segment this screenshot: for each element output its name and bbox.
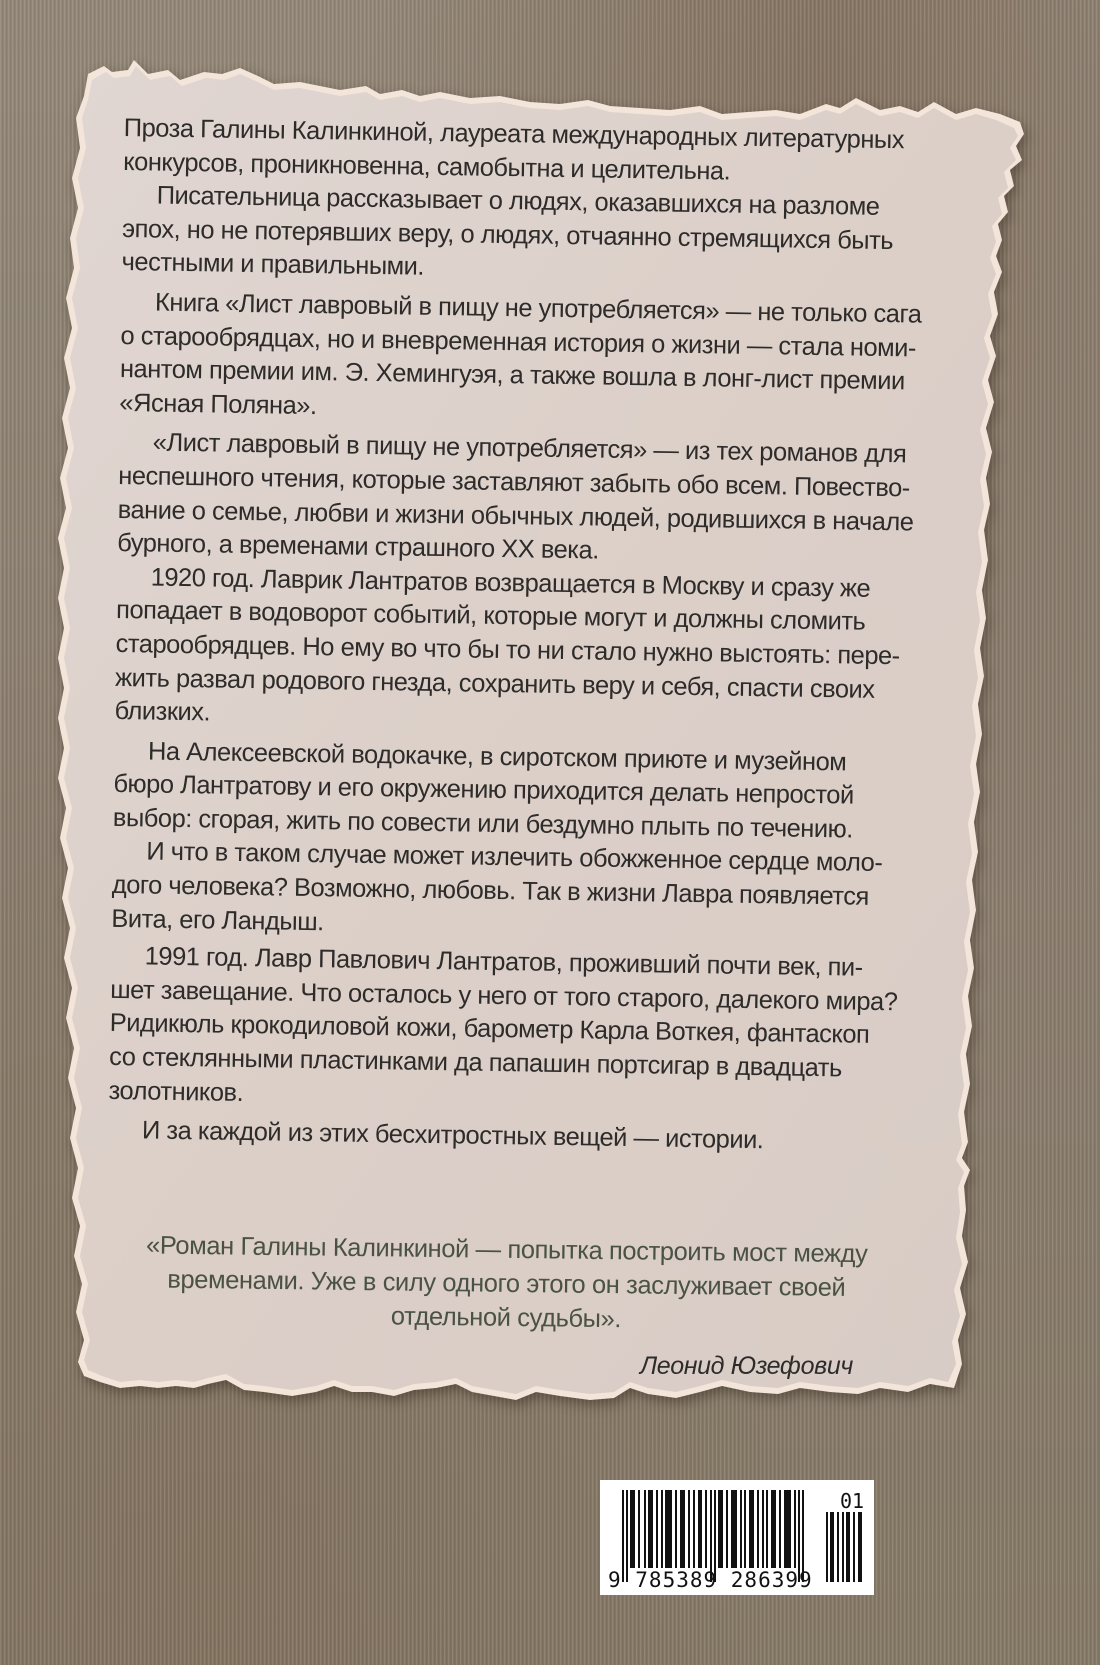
description-paragraph: «Лист лавровый в пищу не употребляется» — из тех романов для неспешного чтения, которые заставляют забыть обо всем. Повество- вание о семье, любви и жизни обычных людей, родившихся в начале бурного, а временами страшного XX века. xyxy=(117,428,914,565)
description-paragraph: И за каждой из этих бесхитростных вещей — истории. xyxy=(141,1116,764,1155)
isbn-barcode xyxy=(600,1480,874,1595)
description-paragraph: 1920 год. Лаврик Лантратов возвращается в Москву и сразу же попадает в водоворот событий, которые могут и должны сломить старообрядцев. Но ему во что бы то ни стало нужно выстоять: пере- жить развал родового гнезда, сохранить веру и себя, спасти своих близких. xyxy=(114,563,900,727)
description-paragraph: Книга «Лист лавровый в пищу не употребляется» — не только сага о старообрядцах, но и вневременная история о жизни — стала номи- нантом премии им. Э. Хемингуэя, а также вошла в лонг-лист премии «Ясная Поляна». xyxy=(119,288,922,420)
book-description xyxy=(108,112,964,1161)
description-paragraph: На Алексеевской водокачке, в сиротском приюте и музейном бюро Лантратову и его окружению приходится делать непростой выбор: сгорая, жить по совести или бездумно плыть по течению. xyxy=(112,737,854,844)
description-paragraph: И что в таком случае может излечить обожженное сердце моло- дого человека? Возможно, любовь. Так в жизни Лавра появляется Вита, его Ландыш. xyxy=(111,837,883,936)
description-paragraph: 1991 год. Лавр Павлович Лантратов, проживший почти век, пи- шет завещание. Что осталось у него от того старого, далекого мира? Ридикюль крокодиловой кожи, барометр Карла Воткея, фантаскоп со стеклянными пластинками да папашин портсигар в двадцать золотников. xyxy=(108,942,898,1107)
review-quote: «Роман Галины Калинкиной — попытка построить мост между временами. Уже в силу одного этого он заслуживает своей отдельной судьбы». xyxy=(145,1231,868,1334)
barcode-addon: 01 xyxy=(840,1489,865,1513)
quote-author: Леонид Юзефович xyxy=(640,1352,853,1380)
isbn-digits: 9 785389 286399 xyxy=(608,1568,813,1592)
description-paragraph: Проза Галины Калинкиной, лауреата международных литературных конкурсов, проникновенна, самобытна и целительна. xyxy=(123,113,905,186)
description-paragraph: Писательница рассказывает о людях, оказавшихся на разломе эпох, но не потерявших веру, о людях, отчаянно стремящихся быть честными и правильными. xyxy=(121,181,894,282)
